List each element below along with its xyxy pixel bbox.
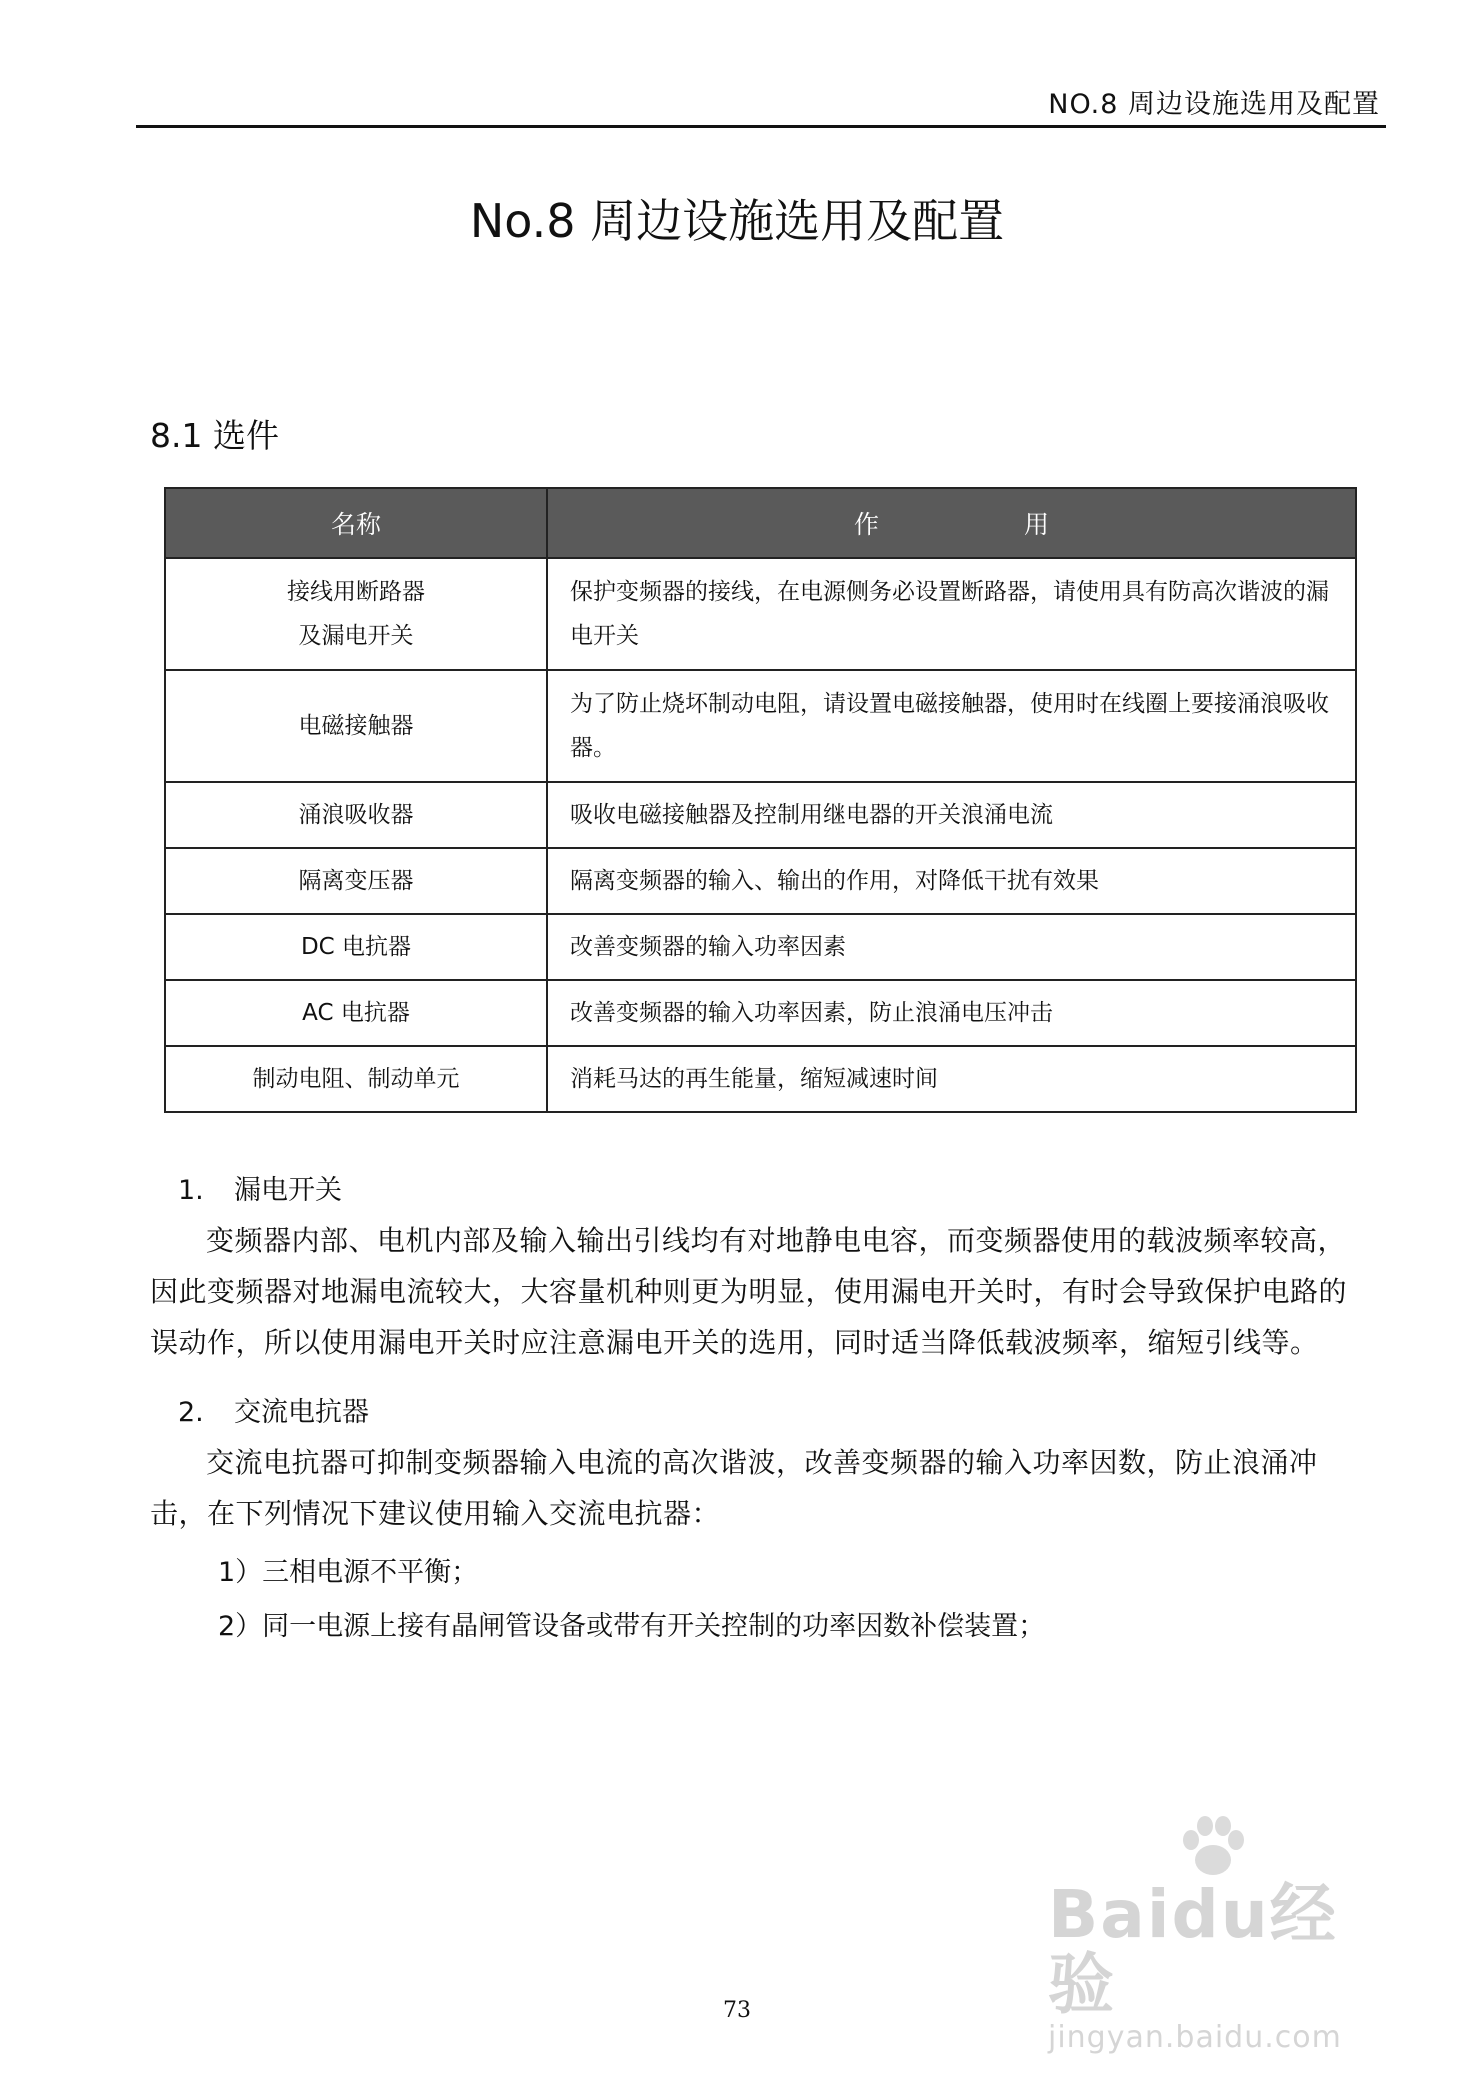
option-function: 吸收电磁接触器及控制用继电器的开关浪涌电流 — [547, 782, 1356, 848]
page-title: No.8 周边设施选用及配置 — [469, 194, 1005, 248]
list-item: 1）三相电源不平衡； — [218, 1557, 479, 1588]
option-function: 为了防止烧坏制动电阻，请设置电磁接触器，使用时在线圈上要接涌浪吸收器。 — [547, 670, 1356, 782]
item-number: 2. — [178, 1397, 204, 1428]
option-function: 改善变频器的输入功率因素 — [547, 914, 1356, 980]
header-rule — [136, 125, 1386, 128]
column-header-function: 作 用 — [547, 488, 1356, 558]
watermark-url: jingyan.baidu.com — [1048, 2020, 1342, 2055]
watermark-logo: Baidu经验 — [1048, 1876, 1338, 2023]
option-name-line: 及漏电开关 — [298, 623, 414, 649]
column-header-name: 名称 — [165, 488, 547, 558]
list-item: 2）同一电源上接有晶闸管设备或带有开关控制的功率因数补偿装置； — [218, 1611, 1046, 1642]
item-title: 交流电抗器 — [234, 1397, 369, 1428]
running-header: NO.8 周边设施选用及配置 — [1048, 89, 1380, 120]
table-row — [165, 914, 1356, 980]
paragraph-ac-reactor: 交流电抗器可抑制变频器输入电流的高次谐波，改善变频器的输入功率因数，防止浪涌冲击，在下列情况下建议使用输入交流电抗器： — [150, 1446, 1318, 1530]
item-heading-ac-reactor — [178, 1390, 369, 1429]
option-function: 保护变频器的接线，在电源侧务必设置断路器，请使用具有防高次谐波的漏电开关 — [547, 558, 1356, 670]
option-function: 消耗马达的再生能量，缩短减速时间 — [547, 1046, 1356, 1112]
table-row — [165, 782, 1356, 848]
option-function: 隔离变频器的输入、输出的作用，对降低干扰有效果 — [547, 848, 1356, 914]
table-row — [165, 848, 1356, 914]
table-row — [165, 670, 1356, 782]
paw-icon — [1173, 1808, 1253, 1888]
option-name: 制动电阻、制动单元 — [165, 1046, 547, 1112]
option-name: DC 电抗器 — [165, 914, 547, 980]
item-title: 漏电开关 — [234, 1175, 342, 1206]
option-name-line: 接线用断路器 — [287, 579, 425, 605]
table-row — [165, 1046, 1356, 1112]
section-heading: 8.1 选件 — [150, 416, 279, 455]
options-table — [164, 487, 1357, 1113]
table-row — [165, 980, 1356, 1046]
paragraph-leakage-switch: 变频器内部、电机内部及输入输出引线均有对地静电电容，而变频器使用的载波频率较高，因此变频器对地漏电流较大，大容量机种则更为明显，使用漏电开关时，有时会导致保护电路的误动作，所以使用漏电开关时应注意漏电开关的选用，同时适当降低载波频率，缩短引线等。 — [150, 1224, 1348, 1359]
item-heading-leakage-switch — [178, 1168, 342, 1207]
option-name — [165, 558, 547, 670]
table-row — [165, 558, 1356, 670]
table-header-row — [165, 488, 1356, 558]
option-name: AC 电抗器 — [165, 980, 547, 1046]
item-number: 1. — [178, 1175, 204, 1206]
option-function: 改善变频器的输入功率因素，防止浪涌电压冲击 — [547, 980, 1356, 1046]
page-number: 73 — [723, 1998, 751, 2023]
option-name: 隔离变压器 — [165, 848, 547, 914]
option-name: 涌浪吸收器 — [165, 782, 547, 848]
option-name: 电磁接触器 — [165, 670, 547, 782]
